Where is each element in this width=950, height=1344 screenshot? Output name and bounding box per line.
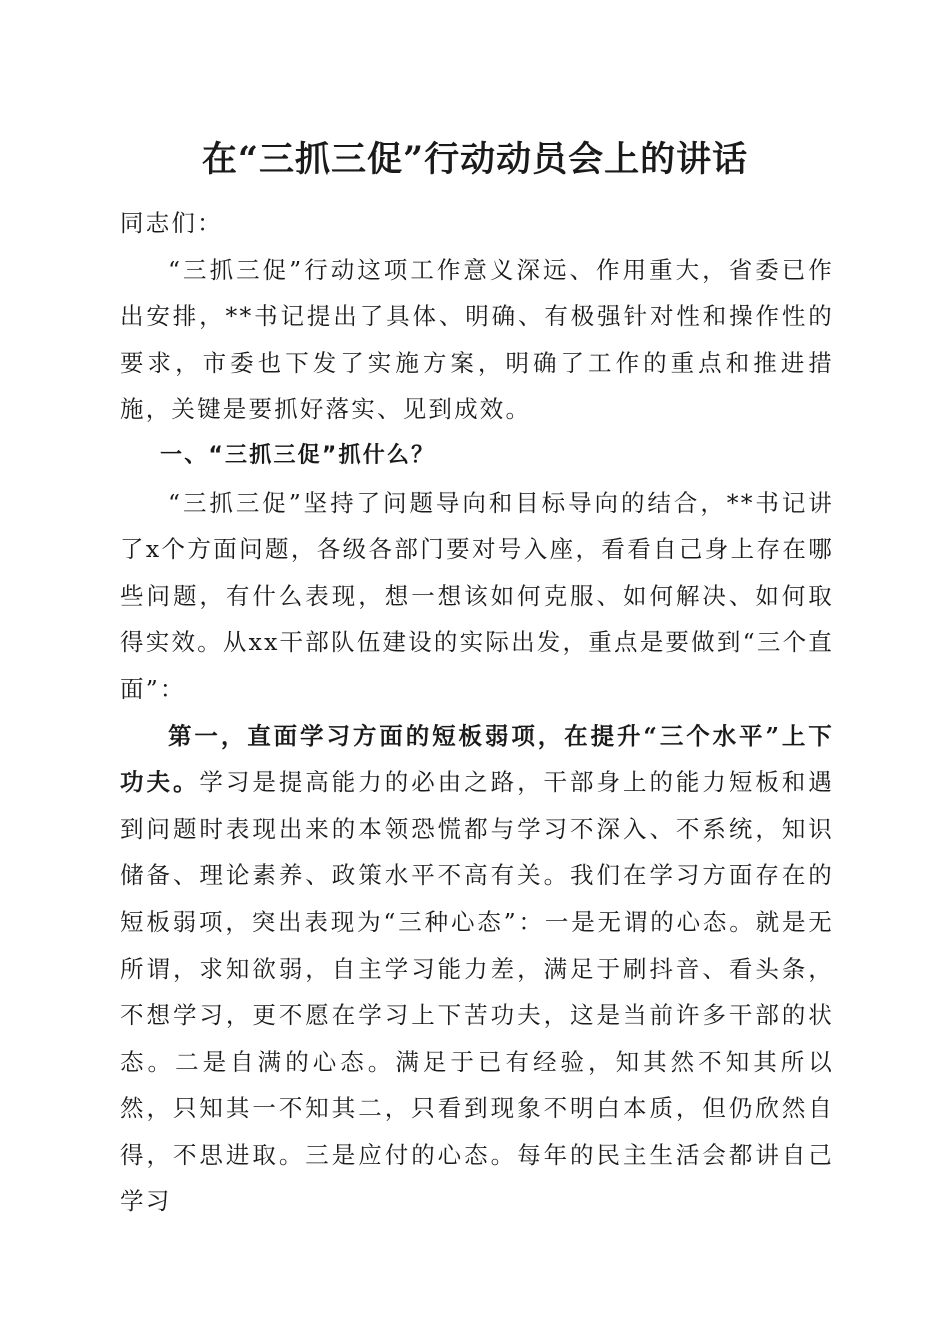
paragraph [120, 713, 834, 1226]
paragraph: “三抓三促”行动这项工作意义深远、作用重大，省委已作出安排，**书记提出了具体、明确、有极强针对性和操作性的要求，市委也下发了实施方案，明确了工作的重点和推进措施，关键是要抓好落实、见到成效。 [120, 255, 834, 424]
paragraph-lead: 第一，直面学习方面的短板弱项，在提升“三个水平”上下功夫。 [120, 721, 834, 797]
section-heading: 一、“三抓三促”抓什么？ [160, 442, 436, 468]
document-body [120, 200, 834, 1225]
salutation: 同志们： [120, 209, 223, 237]
paragraph-body: 学习是提高能力的必由之路，干部身上的能力短板和遇到问题时表现出来的本领恐慌都与学习不深入、不系统，知识储备、理论素养、政策水平不高有关。我们在学习方面存在的短板弱项，突出表现为“三种心态”：一是无谓的心态。就是无所谓，求知欲弱，自主学习能力差，满足于刷抖音、看头条，不想学习，更不愿在学习上下苦功夫，这是当前许多干部的状态。二是自满的心态。满足于已有经验，知其然不知其所以然，只知其一不知其二，只看到现象不明白本质，但仍欣然自得，不思进取。三是应付的心态。每年的民主生活会都讲自己学习 [120, 768, 834, 1216]
document-title: 在“三抓三促”行动动员会上的讲话 [201, 139, 749, 180]
paragraph: “三抓三促”坚持了问题导向和目标导向的结合，**书记讲了x个方面问题，各级各部门要对号入座，看看自己身上存在哪些问题，有什么表现，想一想该如何克服、如何解决、如何取得实效。从xx干部队伍建设的实际出发，重点是要做到“三个直面”： [120, 488, 834, 703]
